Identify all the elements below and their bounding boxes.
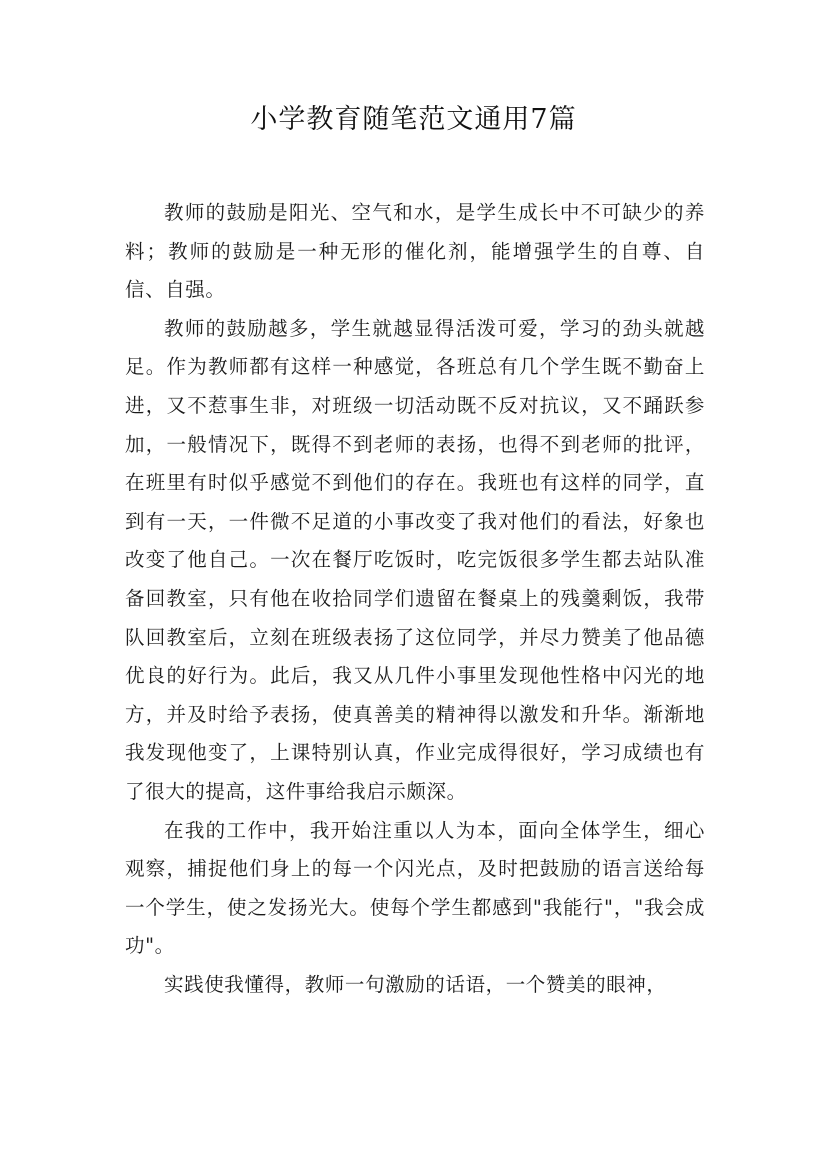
paragraph-2: 教师的鼓励越多，学生就越显得活泼可爱，学习的劲头就越足。作为教师都有这样一种感觉，各班总有几个学生既不勤奋上进，又不惹事生非，对班级一切活动既不反对抗议，又不踊跃参加，一般情况下，既得不到老师的表扬，也得不到老师的批评，在班里有时似乎感觉不到他们的存在。我班也有这样的同学，直到有一天，一件微不足道的小事改变了我对他们的看法，好象也改变了他自己。一次在餐厅吃饭时，吃完饭很多学生都去站队准备回教室，只有他在收拾同学们遗留在餐桌上的残羹剩饭，我带队回教室后，立刻在班级表扬了这位同学，并尽力赞美了他品德优良的好行为。此后，我又从几件小事里发现他性格中闪光的地方，并及时给予表扬，使真善美的精神得以激发和升华。渐渐地我发现他变了，上课特别认真，作业完成得很好，学习成绩也有了很大的提高，这件事给我启示颇深。	[125, 316, 705, 803]
paragraph-1: 教师的鼓励是阳光、空气和水，是学生成长中不可缺少的养料；教师的鼓励是一种无形的催化剂，能增强学生的自尊、自信、自强。	[125, 201, 705, 302]
document-title: 小学教育随笔范文通用7篇	[250, 104, 577, 135]
document-body	[125, 194, 705, 1004]
paragraph-4: 实践使我懂得，教师一句激励的话语，一个赞美的眼神，	[164, 972, 667, 996]
paragraph-3: 在我的工作中，我开始注重以人为本，面向全体学生，细心观察，捕捉他们身上的每一个闪光点，及时把鼓励的语言送给每一个学生，使之发扬光大。使每个学生都感到"我能行"，"我会成功"。	[125, 818, 705, 958]
